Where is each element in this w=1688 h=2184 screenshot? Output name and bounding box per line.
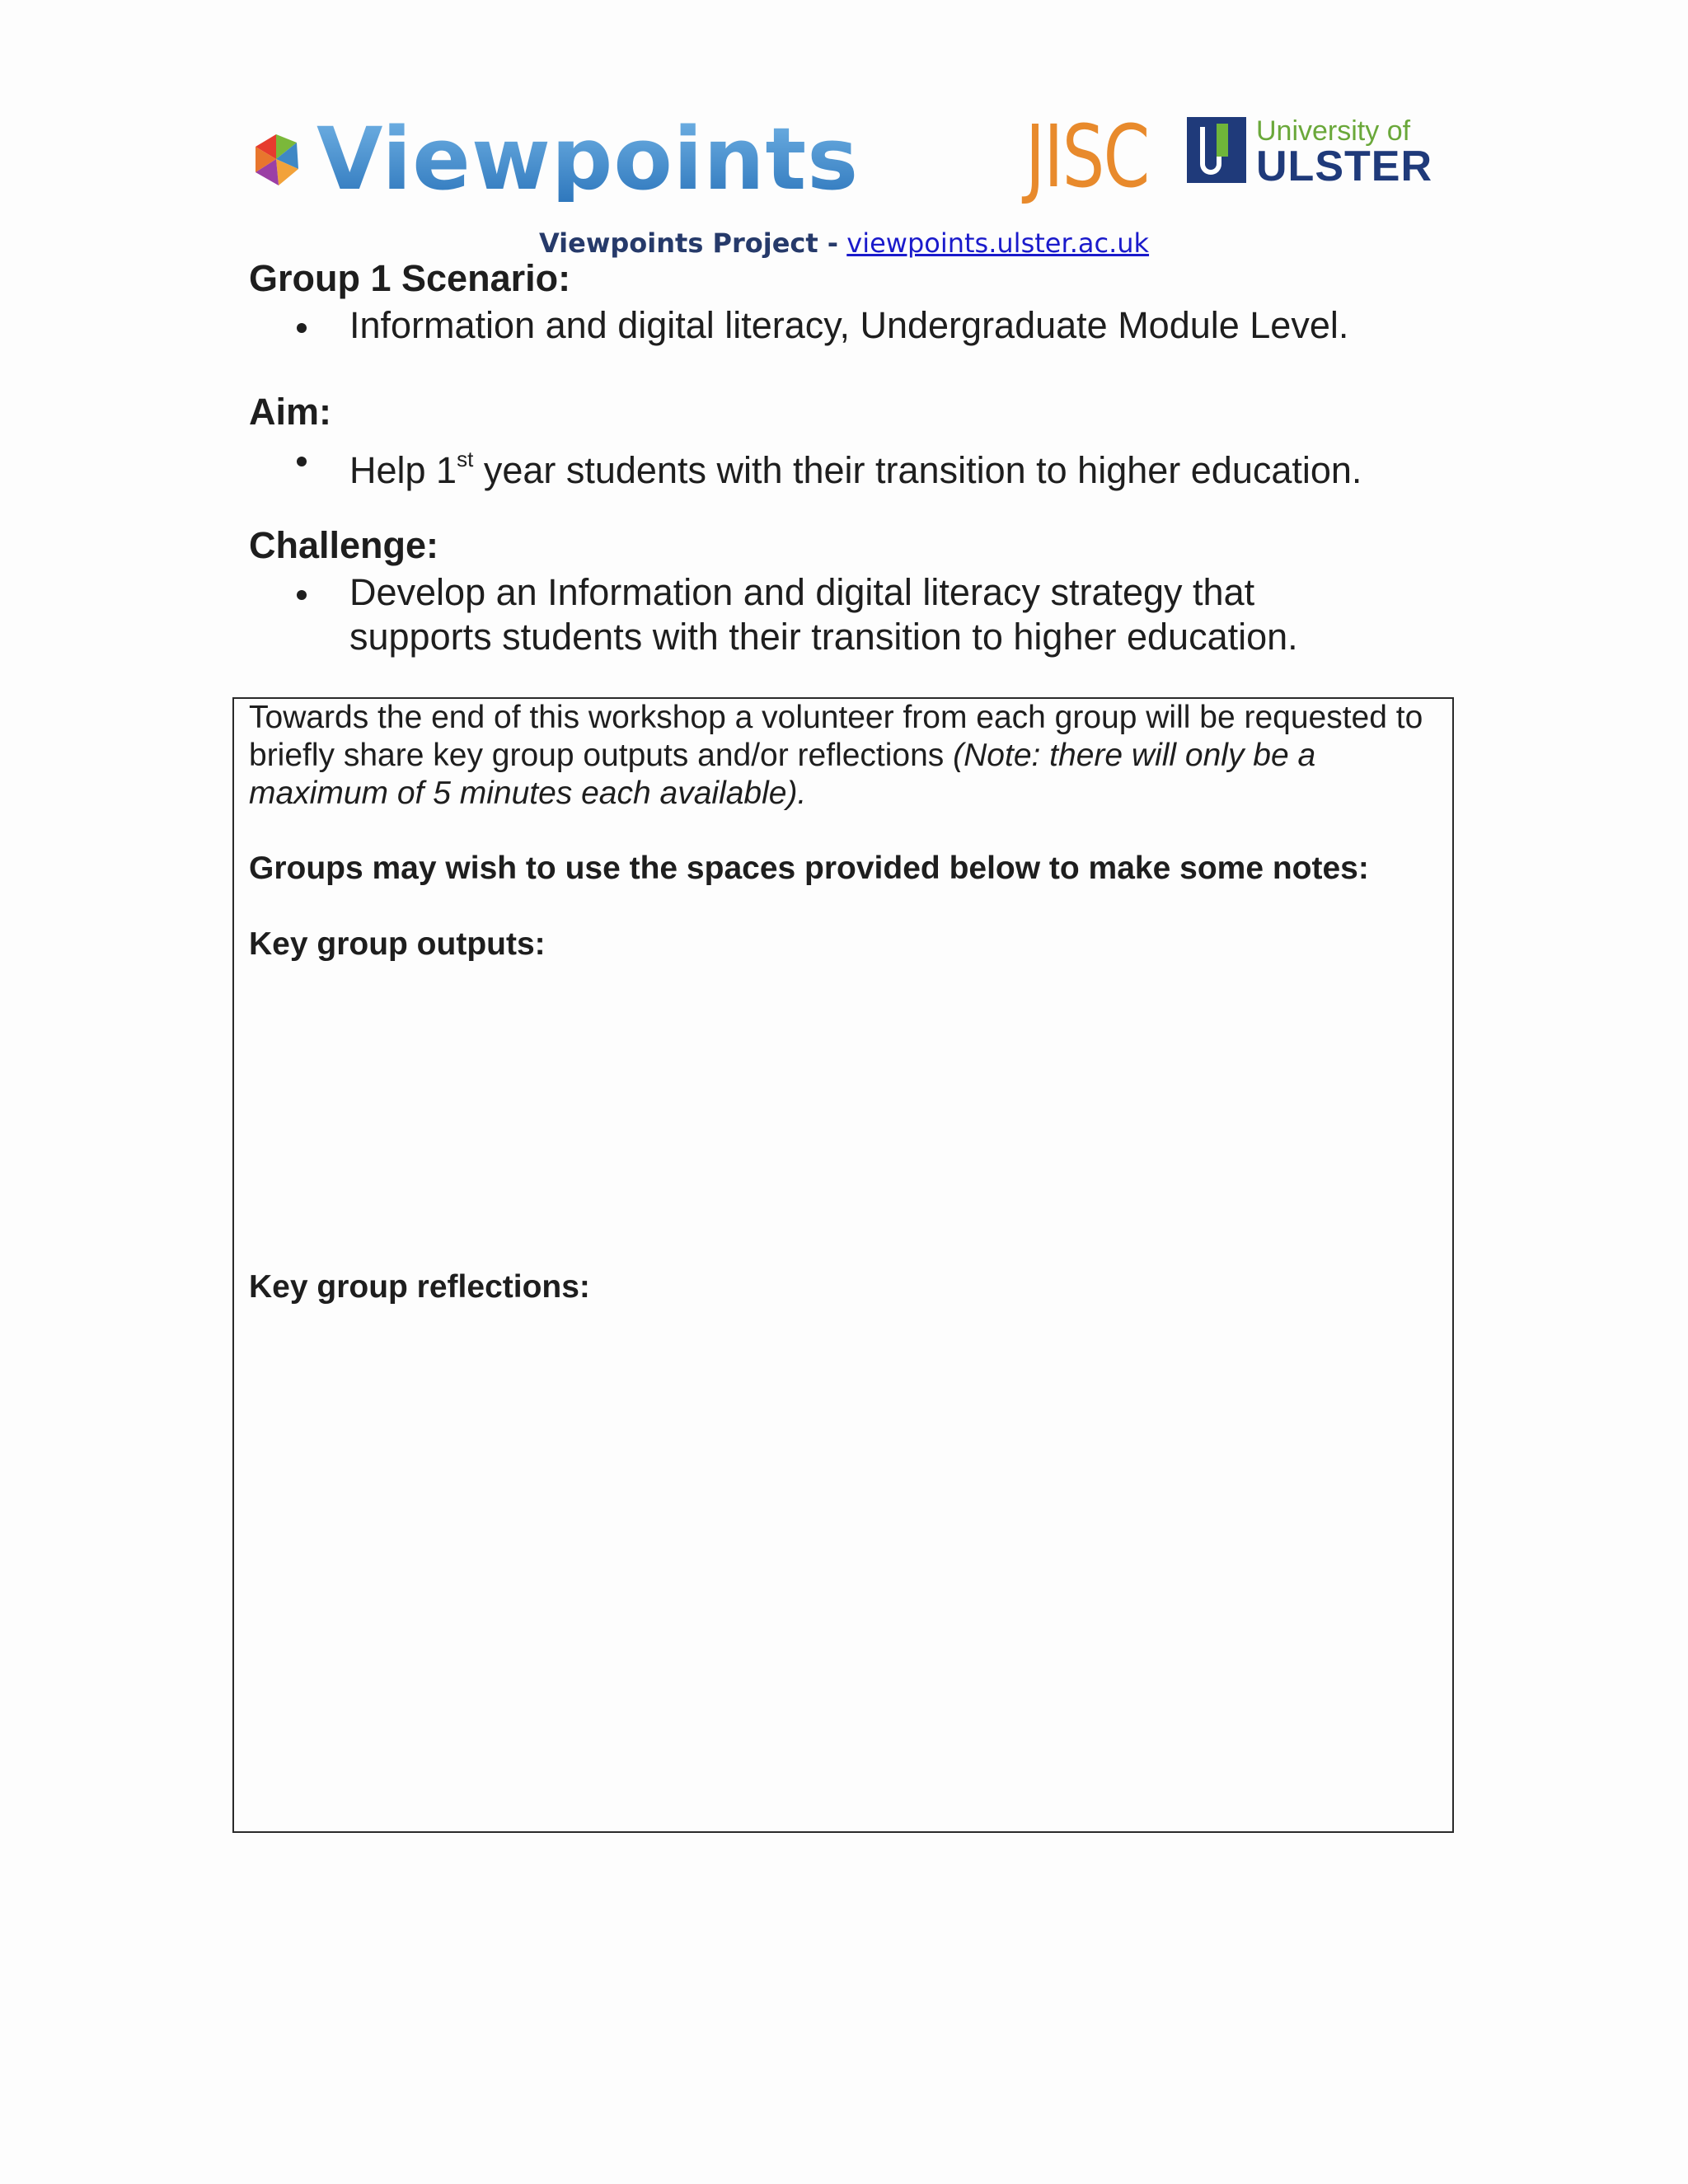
list-item: Develop an Information and digital literacy strategy that supports students with their transition to higher education. <box>297 570 1352 659</box>
challenge-heading: Challenge: <box>249 524 439 566</box>
aim-list <box>297 437 1362 493</box>
notes-box <box>232 697 1454 1833</box>
scenario-list <box>297 303 1348 348</box>
challenge-list <box>297 570 1352 659</box>
viewpoints-pinwheel-icon <box>247 118 305 200</box>
project-link[interactable]: viewpoints.ulster.ac.uk <box>846 227 1150 259</box>
scenario-heading: Group 1 Scenario: <box>249 257 571 299</box>
ulster-logo <box>1187 117 1432 188</box>
project-line <box>0 227 1688 259</box>
viewpoints-logo <box>247 105 859 213</box>
aim-bullet-sup: st <box>457 447 474 471</box>
jisc-logo: JISC <box>1025 106 1149 207</box>
list-item: Information and digital literacy, Undergraduate Module Level. <box>297 303 1348 348</box>
aim-bullet-pre: Help 1 <box>349 449 457 491</box>
notes-intro-note: (Note: there will only be a maximum of 5 minutes each available). <box>249 738 1316 811</box>
key-reflections-label: Key group reflections: <box>249 1269 590 1305</box>
ulster-logo-big-text: ULSTER <box>1256 143 1432 190</box>
aim-bullet-post: year students with their transition to higher education. <box>473 449 1362 491</box>
aim-heading: Aim: <box>249 391 331 433</box>
notes-instruction: Groups may wish to use the spaces provided below to make some notes: <box>249 851 1369 886</box>
project-label: Viewpoints Project - <box>538 227 839 259</box>
notes-intro-text: Towards the end of this workshop a volunteer from each group will be requested to briefly share key group outputs and/or reflections <box>249 700 1423 773</box>
ulster-emblem-icon <box>1187 117 1246 183</box>
viewpoints-wordmark: Viewpoints <box>316 109 860 209</box>
notes-intro <box>249 699 1444 813</box>
ulster-logo-small-text: University of <box>1256 115 1411 147</box>
key-outputs-label: Key group outputs: <box>249 926 546 962</box>
list-item <box>297 437 1362 493</box>
